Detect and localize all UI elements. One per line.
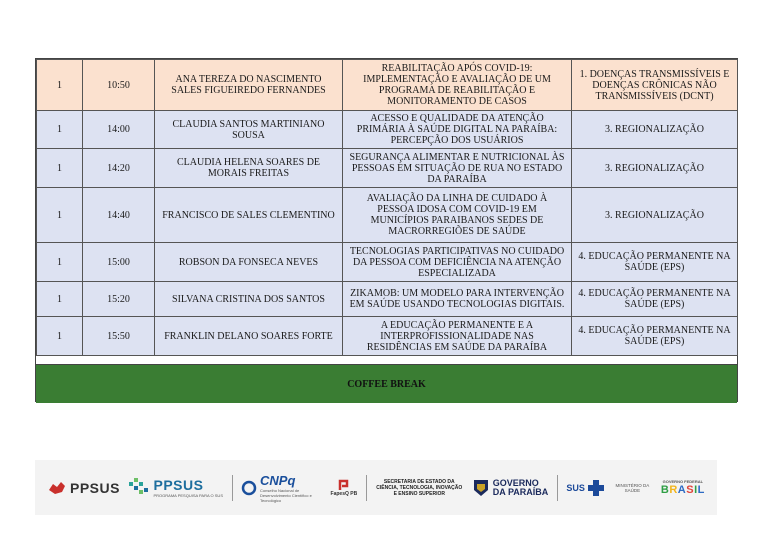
row-title: REABILITAÇÃO APÓS COVID-19: IMPLEMENTAÇÃO E AVALIAÇÃO DE UM PROGRAMA DE REABILITAÇÃO E MONITORAMENTO DE CASOS [343, 60, 572, 111]
schedule-table [36, 59, 738, 356]
table-row [37, 111, 738, 149]
row-number: 1 [37, 60, 83, 111]
divider [557, 475, 558, 501]
ppsus-logo-1 [47, 478, 120, 498]
paraiba-map-icon [47, 478, 67, 498]
row-time: 10:50 [83, 60, 155, 111]
fapesq-logo-text: FapesQ PB [330, 491, 358, 497]
divider [366, 475, 367, 501]
row-time: 15:50 [83, 317, 155, 356]
brasil-wordmark: BRASIL [660, 484, 705, 496]
governo-federal-logo [661, 479, 705, 496]
row-title: A EDUCAÇÃO PERMANENTE E A INTERPROFISSIONALIDADE NAS RESIDÊNCIAS EM SAÚDE DA PARAÍBA [343, 317, 572, 356]
cnpq-logo-text: CNPq [260, 472, 296, 488]
sponsor-logos-bar [35, 460, 717, 515]
governo-line-1: GOVERNO [492, 477, 539, 488]
row-time: 14:00 [83, 111, 155, 149]
row-number: 1 [37, 282, 83, 317]
row-presenter: FRANKLIN DELANO SOARES FORTE [155, 317, 343, 356]
row-title: SEGURANÇA ALIMENTAR E NUTRICIONAL ÀS PESSOAS EM SITUAÇÃO DE RUA NO ESTADO DA PARAÍBA [343, 149, 572, 188]
row-axis: 3. REGIONALIZAÇÃO [572, 188, 738, 243]
row-number: 1 [37, 149, 83, 188]
divider [232, 475, 233, 501]
row-axis: 1. DOENÇAS TRANSMISSÍVEIS E DOENÇAS CRÔNICAS NÃO TRANSMISSÍVEIS (DCNT) [572, 60, 738, 111]
ppsus-logo-2-subtitle: PROGRAMA PESQUISA PARA O SUS [153, 493, 223, 498]
row-title: ZIKAMOB: UM MODELO PARA INTERVENÇÃO EM SAÚDE USANDO TECNOLOGIAS DIGITAIS. [343, 282, 572, 317]
ppsus-logo-text: PPSUS [70, 479, 120, 496]
row-axis: 4. EDUCAÇÃO PERMANENTE NA SAÚDE (EPS) [572, 317, 738, 356]
row-title: ACESSO E QUALIDADE DA ATENÇÃO PRIMÁRIA À SAÚDE DIGITAL NA PARAÍBA: PERCEPÇÃO DOS USUÁRIOS [343, 111, 572, 149]
governo-federal-label: GOVERNO FEDERAL [662, 479, 704, 484]
row-axis: 3. REGIONALIZAÇÃO [572, 149, 738, 188]
row-title: AVALIAÇÃO DA LINHA DE CUIDADO À PESSOA IDOSA COM COVID-19 EM MUNICÍPIOS PARAIBANOS SEDES DE MACRORREGIÕES DE SAÚDE [343, 188, 572, 243]
ppsus-pixel-icon [128, 478, 150, 498]
ppsus-logo-2 [128, 477, 223, 498]
table-row [37, 243, 738, 282]
row-presenter: CLAUDIA SANTOS MARTINIANO SOUSA [155, 111, 343, 149]
row-presenter: CLAUDIA HELENA SOARES DE MORAIS FREITAS [155, 149, 343, 188]
row-presenter: ROBSON DA FONSECA NEVES [155, 243, 343, 282]
fapesq-logo [331, 478, 358, 497]
sus-cross-icon [588, 480, 604, 496]
row-presenter: FRANCISCO DE SALES CLEMENTINO [155, 188, 343, 243]
schedule-sheet [35, 58, 738, 402]
row-axis: 4. EDUCAÇÃO PERMANENTE NA SAÚDE (EPS) [572, 282, 738, 317]
fapesq-mark-icon [337, 478, 351, 492]
sus-logo [566, 480, 604, 496]
table-row [37, 149, 738, 188]
row-number: 1 [37, 317, 83, 356]
ppsus-logo-2-text: PPSUS [153, 477, 204, 493]
row-number: 1 [37, 188, 83, 243]
row-time: 14:40 [83, 188, 155, 243]
table-row [37, 282, 738, 317]
row-title: TECNOLOGIAS PARTICIPATIVAS NO CUIDADO DA PESSOA COM DEFICIÊNCIA NA ATENÇÃO ESPECIALIZADA [343, 243, 572, 282]
coffee-break-banner: COFFEE BREAK [36, 364, 737, 403]
row-time: 15:00 [83, 243, 155, 282]
row-presenter: SILVANA CRISTINA DOS SANTOS [155, 282, 343, 317]
governo-paraiba-logo [472, 478, 549, 498]
cnpq-swirl-icon [241, 480, 257, 496]
row-time: 14:20 [83, 149, 155, 188]
ministerio-logo-text: MINISTÉRIO DA SAÚDE [615, 482, 650, 493]
secretaria-logo-text: SECRETARIA DE ESTADO DA CIÊNCIA, TECNOLOGIA, INOVAÇÃO E ENSINO SUPERIOR [376, 478, 463, 497]
table-row [37, 317, 738, 356]
table-row [37, 188, 738, 243]
paraiba-coat-of-arms-icon [472, 478, 490, 498]
row-presenter: ANA TEREZA DO NASCIMENTO SALES FIGUEIREDO FERNANDES [155, 60, 343, 111]
sus-logo-text: SUS [566, 482, 585, 493]
cnpq-logo [241, 473, 322, 503]
row-number: 1 [37, 111, 83, 149]
row-axis: 3. REGIONALIZAÇÃO [572, 111, 738, 149]
cnpq-logo-subtitle: Conselho Nacional de Desenvolvimento Científico e Tecnológico [260, 487, 312, 503]
row-number: 1 [37, 243, 83, 282]
table-row [37, 60, 738, 111]
row-axis: 4. EDUCAÇÃO PERMANENTE NA SAÚDE (EPS) [572, 243, 738, 282]
row-time: 15:20 [83, 282, 155, 317]
governo-line-2: DA PARAÍBA [492, 486, 549, 497]
